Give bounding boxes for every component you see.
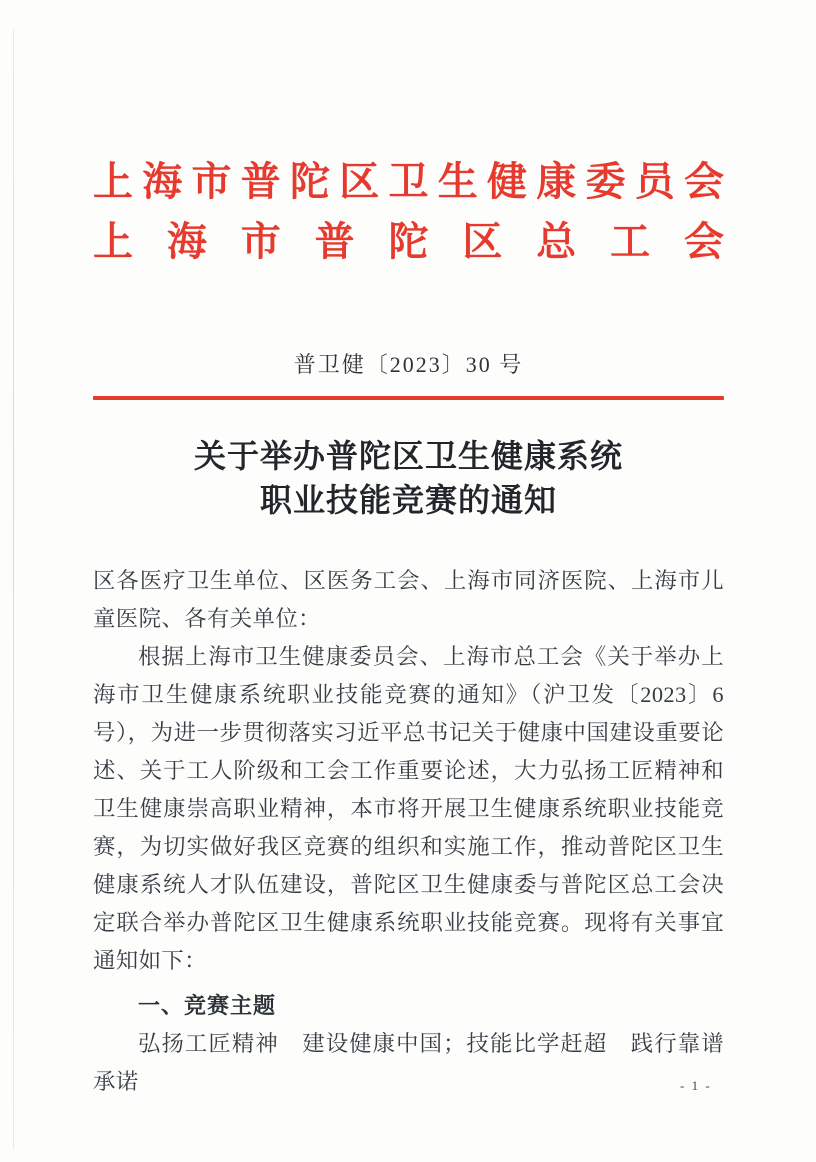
section-1-heading: 一、竞赛主题 (138, 993, 277, 1018)
document-title-line-1: 关于举办普陀区卫生健康系统 (193, 438, 623, 474)
red-divider-rule (93, 396, 724, 400)
page-number: - 1 - (680, 1078, 712, 1093)
letterhead (93, 152, 724, 272)
issuer-org-line-2: 上海市普陀区总工会 (93, 219, 724, 264)
document-page-content (93, 0, 724, 1101)
document-title-line-2: 职业技能竞赛的通知 (259, 482, 557, 518)
document-reference-number: 普卫健〔2023〕30 号 (293, 352, 524, 377)
document-title (93, 434, 724, 522)
section-1-theme-paragraph: 弘扬工匠精神 建设健康中国；技能比学赶超 践行靠谱承诺 (93, 1031, 724, 1094)
addressees-paragraph: 区各医疗卫生单位、区医务工会、上海市同济医院、上海市儿童医院、各有关单位： (93, 568, 724, 631)
document-body (93, 562, 724, 1101)
scan-edge-artifact (13, 30, 14, 1150)
issuer-org-line-1: 上海市普陀区卫生健康委员会 (93, 159, 724, 204)
intro-paragraph: 根据上海市卫生健康委员会、上海市总工会《关于举办上海市卫生健康系统职业技能竞赛的通知》（沪卫发〔2023〕6 号），为进一步贯彻落实习近平总书记关于健康中国建设重要论述、关于工人阶级和工会工作重要论述，大力弘扬工匠精神和卫生健康崇高职业精神，本市将开展卫生健康系统职业技能竞赛，为切实做好我区竞赛的组织和实施工作，推动普陀区卫生健康系统人才队伍建设，普陀区卫生健康委与普陀区总工会决定联合举办普陀区卫生健康系统职业技能竞赛。现将有关事宜通知如下： (93, 644, 724, 973)
